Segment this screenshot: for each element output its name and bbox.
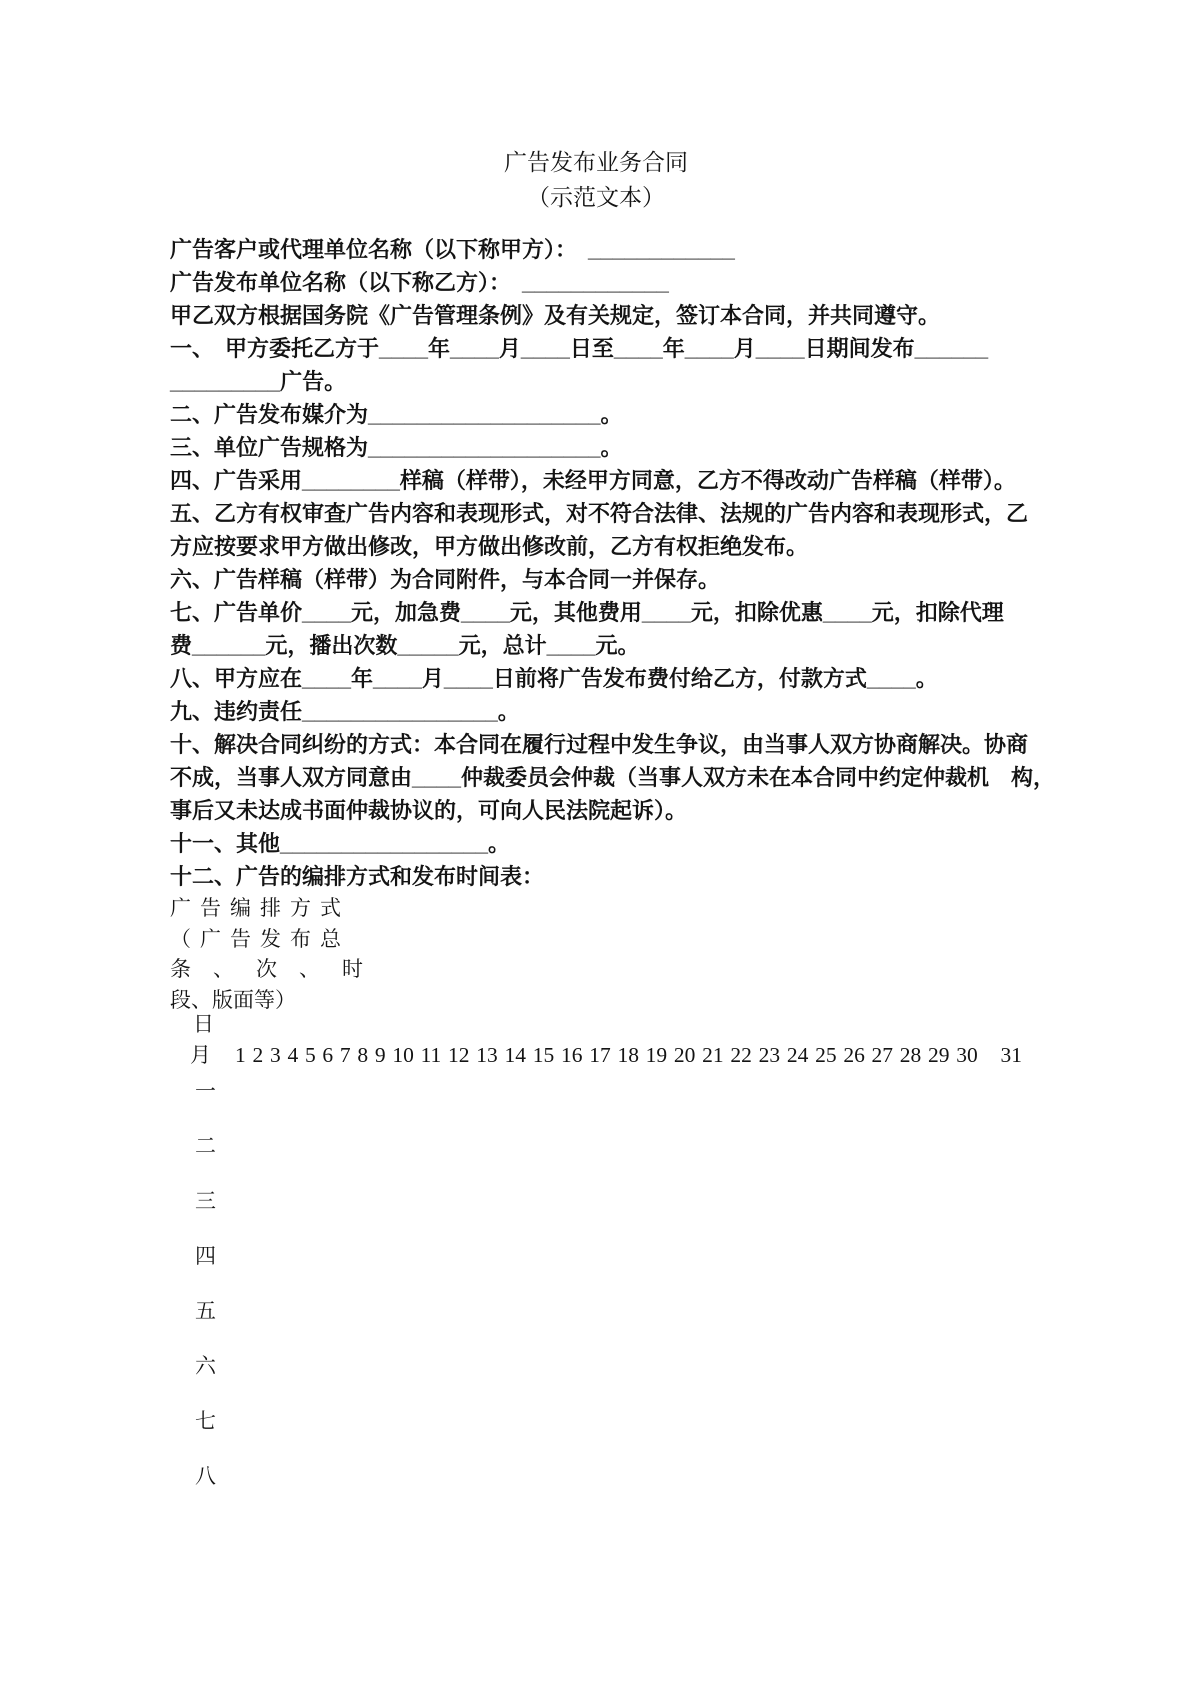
schedule-day-number: 22 <box>730 1043 752 1067</box>
contract-body-line: 方应按要求甲方做出修改，甲方做出修改前，乙方有权拒绝发布。 <box>170 534 809 559</box>
schedule-day-number: 2 <box>252 1043 264 1067</box>
schedule-month-row-label: 八 <box>195 1463 216 1488</box>
schedule-day-number: 19 <box>645 1043 668 1067</box>
schedule-day-number: 9 <box>374 1043 386 1067</box>
schedule-day-number: 11 <box>420 1043 442 1067</box>
schedule-section <box>170 893 1022 1502</box>
contract-body-line: 甲乙双方根据国务院《广告管理条例》及有关规定，签订本合同，并共同遵守。 <box>170 303 941 328</box>
contract-body-line: 六、广告样稿（样带）为合同附件，与本合同一并保存。 <box>170 567 721 592</box>
schedule-day-number: 15 <box>532 1043 555 1067</box>
schedule-month-row-label: 三 <box>195 1188 216 1213</box>
schedule-month-rows <box>195 1062 1022 1502</box>
schedule-day-number: 4 <box>287 1043 299 1067</box>
contract-body <box>170 233 1055 893</box>
schedule-day-axis-label: 日 <box>193 1012 214 1036</box>
schedule-day-number: 7 <box>339 1043 351 1067</box>
contract-body-line: 八、甲方应在____年____月____日前将广告发布费付给乙方，付款方式____。 <box>170 666 938 691</box>
schedule-day-number: 20 <box>673 1043 696 1067</box>
schedule-day-number: 28 <box>899 1043 922 1067</box>
schedule-day-number: 30 <box>956 1043 978 1067</box>
contract-body-line: 费______元，播出次数_____元，总计____元。 <box>170 633 640 658</box>
schedule-day-number: 6 <box>322 1043 334 1067</box>
schedule-day-number: 17 <box>589 1043 611 1067</box>
schedule-month-row-label: 四 <box>195 1243 216 1268</box>
schedule-day-number: 12 <box>448 1043 470 1067</box>
schedule-day-number: 14 <box>504 1043 526 1067</box>
contract-body-line: 一、 甲方委托乙方于____年____月____日至____年____月____日期间发布______ <box>170 336 989 361</box>
schedule-day-number: 29 <box>928 1043 950 1067</box>
contract-body-line: _________广告。 <box>170 369 347 394</box>
schedule-month-axis-label: 月 <box>190 1043 211 1067</box>
contract-body-line: 二、广告发布媒介为___________________。 <box>170 402 623 427</box>
schedule-day-number: 10 <box>392 1043 414 1067</box>
contract-body-line: 广告客户或代理单位名称（以下称甲方）： ____________ <box>170 237 735 262</box>
contract-body-line: 广告发布单位名称（以下称乙方）： ____________ <box>170 270 669 295</box>
contract-body-line: 五、乙方有权审查广告内容和表现形式，对不符合法律、法规的广告内容和表现形式，乙 <box>170 501 1029 526</box>
contract-body-line: 事后又未达成书面仲裁协议的，可向人民法院起诉）。 <box>170 798 688 823</box>
contract-body-line: 十二、广告的编排方式和发布时间表： <box>170 864 545 889</box>
contract-body-line: 九、违约责任________________。 <box>170 699 520 724</box>
contract-body-line: 三、单位广告规格为___________________。 <box>170 435 623 460</box>
contract-body-line: 十、解决合同纠纷的方式：本合同在履行过程中发生争议，由当事人双方协商解决。协商 <box>170 732 1029 757</box>
schedule-day-number: 24 <box>786 1043 809 1067</box>
schedule-day-number: 16 <box>560 1043 583 1067</box>
schedule-month-row-label: 七 <box>195 1408 216 1433</box>
schedule-day-number: 1 <box>235 1043 246 1067</box>
schedule-layout-label-line-4: 段、版面等） <box>170 987 296 1012</box>
document-title: 广告发布业务合同 <box>504 150 688 175</box>
contract-body-line: 四、广告采用________样稿（样带），未经甲方同意，乙方不得改动广告样稿（样带）。 <box>170 468 1016 493</box>
schedule-day-number-row <box>170 1039 1022 1072</box>
schedule-month-row-label: 一 <box>195 1078 216 1103</box>
schedule-day-numbers <box>235 1039 1022 1072</box>
schedule-layout-label-line-3: 条、次、时 <box>170 957 385 981</box>
schedule-day-number: 3 <box>269 1043 281 1067</box>
schedule-month-row-label: 五 <box>195 1298 216 1323</box>
schedule-month-row-label: 二 <box>195 1133 216 1158</box>
contract-body-line: 不成，当事人双方同意由____仲裁委员会仲裁（当事人双方未在本合同中约定仲裁机 构， <box>170 765 1055 790</box>
schedule-day-number: 5 <box>304 1043 316 1067</box>
schedule-day-number: 26 <box>843 1043 865 1067</box>
schedule-day-number: 13 <box>476 1043 498 1067</box>
contract-body-line: 十一、其他_________________。 <box>170 831 511 856</box>
schedule-layout-label-line-2: （广告发布总 <box>170 926 350 951</box>
schedule-day-number: 31 <box>1000 1043 1022 1067</box>
schedule-day-number: 8 <box>357 1043 369 1067</box>
schedule-layout-label-line-1: 广告编排方式 <box>170 896 350 920</box>
contract-body-line: 七、广告单价____元，加急费____元，其他费用____元，扣除优惠____元，扣除代理 <box>170 600 1004 625</box>
schedule-day-number: 18 <box>617 1043 639 1067</box>
schedule-day-number: 25 <box>815 1043 837 1067</box>
schedule-day-number: 23 <box>758 1043 781 1067</box>
document-subtitle: （示范文本） <box>527 185 665 210</box>
schedule-day-number: 21 <box>702 1043 724 1067</box>
schedule-month-row-label: 六 <box>195 1353 216 1378</box>
schedule-day-number: 27 <box>871 1043 894 1067</box>
